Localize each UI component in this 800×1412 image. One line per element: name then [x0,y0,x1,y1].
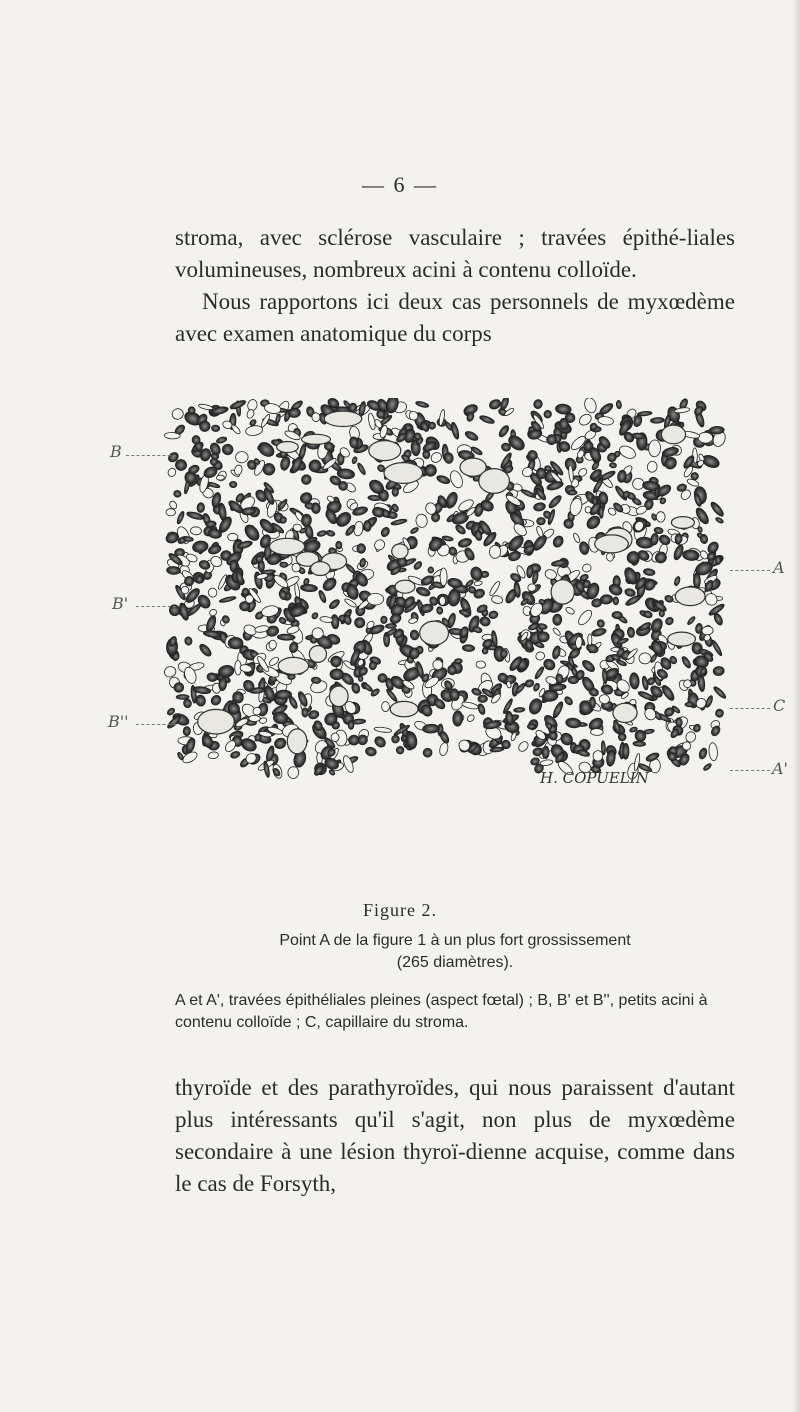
acinus-lumen [330,686,349,707]
cell-nucleus [166,566,180,575]
cell-nucleus [551,534,565,549]
cell-nucleus [428,422,436,430]
acinus-lumen [198,709,235,734]
cell-nucleus [650,533,659,546]
cell-nucleus [279,456,291,472]
cell-nucleus [565,606,576,615]
cell-nucleus [367,593,384,605]
cell-nucleus [249,715,261,721]
cell-nucleus [650,417,664,424]
cell-nucleus [374,726,392,733]
histology-figure [160,398,730,793]
cell-nucleus [385,623,396,628]
cell-nucleus [617,444,637,461]
cell-nucleus [222,444,233,455]
cell-nucleus [363,520,371,531]
cell-nucleus [198,642,213,658]
cell-nucleus [206,521,217,528]
cell-nucleus [207,481,221,489]
cell-nucleus [637,411,652,416]
cell-nucleus [715,708,725,718]
cell-nucleus [192,435,200,444]
acinus-lumen [311,562,330,576]
tissue-texture [163,398,727,780]
cell-nucleus [228,533,238,541]
cell-nucleus [166,509,176,517]
cell-nucleus [527,697,544,716]
cell-nucleus [602,668,608,684]
cell-nucleus [356,462,366,476]
cell-nucleus [422,747,432,757]
cell-nucleus [230,750,241,759]
cell-nucleus [627,627,635,638]
cell-nucleus [643,568,655,576]
cell-nucleus [517,740,530,753]
cell-nucleus [649,617,664,634]
cell-nucleus [353,616,367,630]
cell-nucleus [192,540,209,554]
label-c-right: C [773,696,786,715]
cell-nucleus [321,576,339,594]
cell-nucleus [698,747,708,760]
cell-nucleus [211,425,220,432]
cell-nucleus [196,575,204,584]
cell-nucleus [476,661,486,669]
cell-nucleus [686,616,696,626]
cell-nucleus [577,749,591,758]
cell-nucleus [596,619,605,629]
acinus-lumen [613,703,637,722]
cell-nucleus [351,456,358,464]
cell-nucleus [391,518,408,526]
acinus-lumen [302,434,331,444]
cell-nucleus [365,746,377,756]
cell-nucleus [568,676,579,684]
cell-nucleus [190,526,202,535]
cell-nucleus [242,588,249,596]
cell-nucleus [708,742,718,761]
paragraph-bottom: thyroïde et des parathyroïdes, qui nous paraissent d'autant plus intéressants qu'il s'agit, non plus de myxœdème secondaire à une lésion thyroï-dienne acquise, comme dans le cas de Forsyth, [175,1075,735,1196]
cell-nucleus [348,721,354,730]
cell-nucleus [526,565,533,578]
cell-nucleus [228,637,243,649]
cell-nucleus [639,653,651,664]
cell-nucleus [229,481,237,488]
label-b-top: B [110,442,122,461]
cell-nucleus [436,474,451,485]
cell-nucleus [273,712,288,725]
cell-nucleus [588,634,592,645]
cell-nucleus [429,451,443,465]
cell-nucleus [381,616,388,624]
paragraph-top [175,222,735,350]
cell-nucleus [713,666,725,676]
cell-nucleus [612,611,623,619]
cell-nucleus [656,512,665,522]
leader-b-prime [136,606,176,607]
cell-nucleus [537,632,549,642]
cell-nucleus [444,452,454,464]
figure-caption-title: Figure 2. [363,900,437,920]
cell-nucleus [553,614,562,626]
cell-nucleus [700,534,709,544]
cell-nucleus [316,530,327,538]
cell-nucleus [613,597,619,605]
cell-nucleus [219,595,237,603]
cell-nucleus [624,588,636,598]
cell-nucleus [643,729,655,735]
cell-nucleus [702,626,714,636]
leader-b-double [136,724,176,725]
cell-nucleus [702,762,712,771]
cell-nucleus [488,610,499,619]
cell-nucleus [454,659,462,664]
cell-nucleus [646,461,658,473]
figure-caption-legend: A et A', travées épithéliales pleines (aspect fœtal) ; B, B' et B'', petits acini à contenu colloïde ; C, capillaire du stroma. [175,992,708,1031]
cell-nucleus [438,742,449,757]
cell-nucleus [547,494,563,510]
cell-nucleus [591,627,607,637]
acinus-lumen [551,580,574,604]
cell-nucleus [183,698,193,708]
acinus-lumen [675,587,705,606]
cell-nucleus [273,736,288,750]
cell-nucleus [600,594,613,604]
cell-nucleus [497,424,510,438]
figure-caption-line-2: (265 diamètres). [396,954,514,971]
acinus-lumen [278,657,308,674]
cell-nucleus [373,538,387,552]
cell-nucleus [408,617,418,624]
cell-nucleus [392,487,399,496]
cell-nucleus [439,596,446,605]
cell-nucleus [472,625,483,633]
cell-nucleus [183,727,191,736]
acinus-lumen [479,469,510,494]
cell-nucleus [176,511,185,525]
cell-nucleus [692,723,701,733]
cell-nucleus [184,636,193,646]
cell-nucleus [514,707,526,713]
cell-nucleus [552,627,561,637]
leader-c-right [730,708,770,709]
cell-nucleus [207,544,222,556]
cell-nucleus [532,398,543,409]
cell-nucleus [680,655,692,669]
cell-nucleus [698,432,713,443]
acinus-lumen [661,425,685,444]
cell-nucleus [170,407,185,421]
cell-nucleus [535,651,545,661]
cell-nucleus [540,759,553,766]
cell-nucleus [336,541,342,549]
cell-nucleus [269,640,276,649]
cell-nucleus [715,556,721,564]
cell-nucleus [300,473,314,487]
cell-nucleus [367,413,376,431]
acinus-lumen [384,463,423,484]
cell-nucleus [491,595,503,605]
cell-nucleus [382,702,390,712]
cell-nucleus [167,467,178,478]
cell-nucleus [457,537,472,549]
cell-nucleus [163,665,177,678]
acinus-lumen [420,621,449,645]
acinus-lumen [395,580,415,593]
cell-nucleus [629,672,640,689]
leader-b-top [126,455,176,456]
cell-nucleus [661,446,679,458]
cell-nucleus [685,702,694,707]
cell-nucleus [197,502,205,512]
cell-nucleus [478,695,488,702]
cell-nucleus [330,668,344,680]
leader-a-prime-right [730,770,770,771]
leader-a-right [730,570,770,571]
cell-nucleus [563,695,574,706]
acinus-lumen [309,646,326,663]
cell-nucleus [712,685,727,700]
acinus-lumen [595,535,629,553]
cell-nucleus [542,409,553,420]
cell-nucleus [415,400,429,408]
cell-nucleus [533,502,546,512]
cell-nucleus [280,562,288,568]
cell-nucleus [410,526,420,534]
cell-nucleus [591,728,604,735]
cell-nucleus [209,693,223,707]
cell-nucleus [440,568,447,586]
cell-nucleus [462,644,475,651]
cell-nucleus [658,533,672,546]
paragraph-top-line-a: stroma, avec sclérose vasculaire ; travées épithé-liales volumineuses, nombreux acini à contenu colloïde. [175,225,735,282]
cell-nucleus [697,526,703,533]
cell-nucleus [551,645,561,660]
cell-nucleus [320,616,334,623]
page-number: — 6 — [362,172,438,197]
cell-nucleus [597,416,613,426]
label-a-prime-right: A' [772,759,788,778]
artist-signature: H. COPUELIN [540,769,649,787]
cell-nucleus [205,614,218,633]
cell-nucleus [568,490,578,495]
cell-nucleus [242,522,262,543]
acinus-lumen [671,517,694,529]
cell-nucleus [328,598,341,610]
cell-nucleus [622,743,629,759]
cell-nucleus [373,735,388,750]
cell-nucleus [173,490,181,498]
cell-nucleus [453,711,463,727]
acinus-lumen [324,411,362,426]
cell-nucleus [527,723,536,729]
cell-nucleus [198,403,213,411]
cell-nucleus [311,677,321,684]
figure-caption-line-1: Point A de la figure 1 à un plus fort grossissement [279,932,631,949]
cell-nucleus [524,679,535,688]
cell-nucleus [208,751,219,759]
cell-nucleus [534,666,545,680]
cell-nucleus [461,701,478,710]
cell-nucleus [479,414,495,425]
cell-nucleus [287,766,299,779]
cell-nucleus [337,468,355,480]
cell-nucleus [210,458,218,465]
cell-nucleus [326,530,336,538]
acinus-lumen [369,441,401,461]
cell-nucleus [633,741,646,747]
cell-nucleus [609,462,617,468]
cell-nucleus [672,544,685,561]
cell-nucleus [715,516,724,524]
cell-nucleus [542,746,549,759]
cell-nucleus [428,567,434,573]
cell-nucleus [693,573,700,589]
cell-nucleus [436,606,443,614]
label-a-right: A [773,558,785,577]
cell-nucleus [536,517,545,525]
page-edge-shadow [792,0,800,1412]
acinus-lumen [392,544,408,559]
cell-nucleus [482,648,488,654]
cell-nucleus [464,430,479,442]
cell-nucleus [477,703,486,715]
cell-nucleus [583,398,598,414]
histology-illustration [160,398,730,793]
cell-nucleus [275,413,282,424]
cell-nucleus [488,580,501,597]
cell-nucleus [415,514,428,528]
cell-nucleus [288,408,301,418]
cell-nucleus [648,440,661,457]
cell-nucleus [607,582,623,597]
cell-nucleus [578,541,590,556]
acinus-lumen [390,701,418,716]
cell-nucleus [673,576,681,586]
acinus-lumen [668,632,696,646]
cell-nucleus [466,714,475,723]
acinus-lumen [270,538,305,555]
cell-nucleus [709,500,725,518]
cell-nucleus [188,406,196,414]
cell-nucleus [551,701,564,719]
cell-nucleus [664,616,675,626]
cell-nucleus [572,532,581,543]
cell-nucleus [302,708,308,717]
acinus-lumen [277,442,299,453]
cell-nucleus [582,563,593,573]
cell-nucleus [345,563,357,575]
cell-nucleus [216,475,224,480]
paragraph-top-line-b: Nous rapportons ici deux cas personnels de myxœdème avec examen anatomique du corps [175,289,735,346]
cell-nucleus [207,587,218,599]
cell-nucleus [641,676,649,691]
cell-nucleus [300,584,317,592]
cell-nucleus [576,608,594,627]
cell-nucleus [535,525,544,537]
label-b-prime: B' [112,594,129,613]
label-b-double: B'' [108,712,129,731]
cell-nucleus [489,545,500,558]
cell-nucleus [164,432,180,439]
cell-nucleus [356,543,366,553]
cell-nucleus [674,407,690,414]
cell-nucleus [410,630,420,641]
cell-nucleus [235,451,249,463]
cell-nucleus [380,526,391,538]
cell-nucleus [474,580,483,586]
cell-nucleus [216,436,228,444]
cell-nucleus [454,523,467,535]
cell-nucleus [311,612,319,621]
cell-nucleus [616,400,622,409]
cell-nucleus [368,495,382,501]
cell-nucleus [318,590,328,604]
cell-nucleus [245,425,263,437]
cell-nucleus [565,717,581,728]
acinus-lumen [287,729,307,754]
cell-nucleus [277,634,295,641]
cell-nucleus [422,724,439,733]
